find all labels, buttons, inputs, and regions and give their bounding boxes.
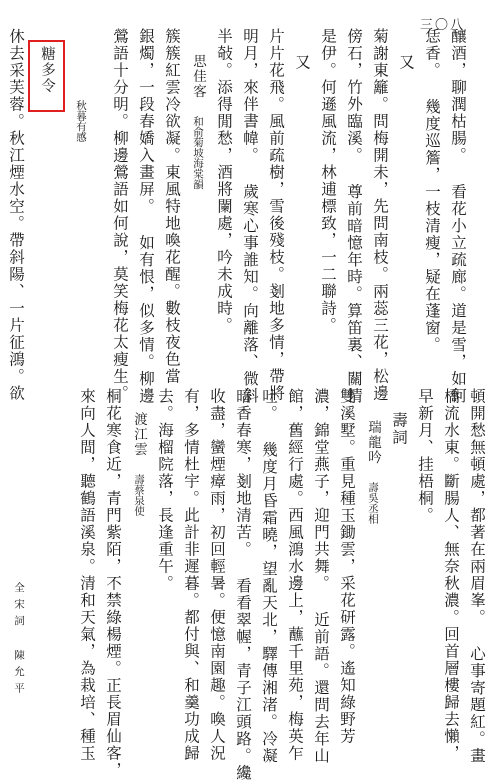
- tune-heading: [187, 54, 209, 190]
- highlight-box: [28, 40, 65, 112]
- tune-title: 瑞龍吟: [365, 420, 381, 465]
- tune-heading: [128, 412, 150, 516]
- text-column: 雙溪墅。重見種玉鋤雲，采花研露。遙知綠野芳: [338, 388, 356, 745]
- text-column: 明月，來伴書幃。 歲寒心事誰知。向離落、微斜: [241, 28, 259, 405]
- text-column: 傍石，竹外臨溪。 尊前暗憶年時。算笛裏、關情: [345, 28, 363, 405]
- section-marker: 又: [293, 54, 311, 71]
- text-column: 館，舊經行處。西風鴻水邊上，蘸千里苑，梅英乍: [286, 388, 304, 762]
- tune-note: 和俞菊坡海棠韻: [192, 116, 204, 190]
- tune-note: 壽吳丞相: [367, 482, 379, 524]
- text-column: 暗香春寒，剗地清苦。 看看翠幄，青子江頭路。纔: [234, 388, 252, 782]
- text-column: 簇簇紅雲冷欲凝。東風特地喚花醒。數枝夜色當: [163, 28, 181, 385]
- text-column: 恁香。 幾度巡簷，一枝清瘦，疑在蓬窗。: [423, 28, 441, 354]
- text-column: 來向人間，聽鶴語溪泉。清和天氣，為栽培、種玉: [78, 388, 96, 762]
- text-column: 濃，錦堂燕子，迎門共舞。 近前語。還問去年山: [312, 388, 330, 765]
- section-heading: 壽詞: [390, 412, 408, 446]
- text-column: 吐。 幾度月昏霜曉，望亂天北，驛傳湘渚。冷凝: [260, 388, 278, 765]
- text-column: 片片花飛。風前疏樹，雪後殘枝。剗地多情，帶將: [267, 28, 285, 402]
- text-column: 有，多情杜宇。此計非遲暮。都付與、和羹功成歸: [182, 388, 200, 762]
- text-column: 菊謝東籬。問梅開未，先問南枝。兩蕊三花，松邊: [371, 28, 389, 402]
- text-column: 半敧。添得閒愁，酒將闌處，吟未成時。: [215, 28, 233, 334]
- text-column: 早新月、挂梧桐。: [416, 388, 434, 524]
- tune-note: 壽蔡泉使: [133, 474, 145, 516]
- text-column: 釀酒，聊潤枯腸。 看花小立疏廊。道是雪，如何: [449, 28, 467, 405]
- text-column: 休去采芙蓉。秋江煙水空。帶斜陽、一片征鴻。欲: [7, 28, 25, 402]
- highlighted-tune-title: 糖多令: [39, 46, 55, 94]
- text-column: 是伊。何遜風流，林逋標致，一二聯詩。: [319, 28, 337, 334]
- tune-heading: [362, 420, 384, 524]
- page-number: 三〇八: [420, 18, 466, 33]
- text-column: 桐花寒食近，青門紫陌，不禁綠楊煙。正長眉仙客，: [104, 388, 122, 779]
- text-column: 橋流水東。斷腸人、無奈秋濃。回首層樓歸去懶，: [442, 388, 460, 762]
- tune-title: 渡江雲: [131, 412, 147, 457]
- text-column: 鶯語十分明。柳邊鶯語如何說，莫笑梅花太瘦生。: [111, 28, 129, 402]
- tune-title: 思佳客: [190, 54, 206, 99]
- tune-note: 秋暮有感: [75, 100, 87, 142]
- text-column: 去。海榴院落，長逢重午。: [156, 388, 174, 592]
- text-column: 銀燭，一段春嬌入畫屏。 如有恨，似多情。柳邊: [137, 28, 155, 405]
- text-column: 收盡，蠻煙瘴雨，初回輕暑。便憶南園趣。喚人況: [208, 388, 226, 762]
- page-footer: 全宋詞 陳允平: [13, 582, 25, 699]
- section-marker: 又: [397, 54, 415, 71]
- text-column: 頓開愁無頓處，都著在兩眉峯。 心事寄題紅。畫: [468, 388, 486, 765]
